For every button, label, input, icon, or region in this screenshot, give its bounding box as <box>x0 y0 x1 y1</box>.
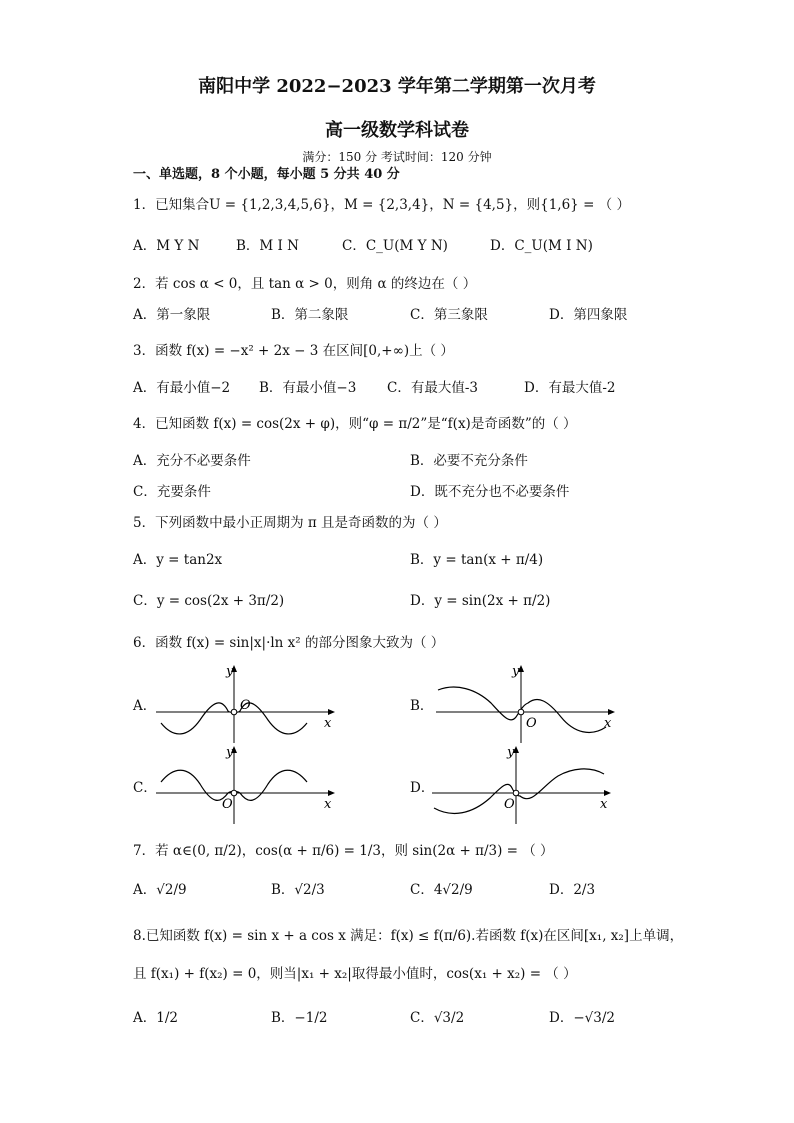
q5-stem: 5．下列函数中最小正周期为 π 且是奇函数的为（ ） <box>133 515 447 531</box>
q2-option-b[interactable]: B．第二象限 <box>271 307 349 323</box>
q2-option-d[interactable]: D．第四象限 <box>549 307 628 323</box>
exam-title: 南阳中学 2022−2023 学年第二学期第一次月考 <box>198 76 596 97</box>
q6-option-c[interactable]: C． <box>133 780 157 796</box>
q4-option-b[interactable]: B．必要不充分条件 <box>410 453 528 469</box>
q5-option-c[interactable]: C．y = cos(2x + 3π/2) <box>133 593 285 609</box>
q6-stem: 6．函数 f(x) = sin|x|·ln x² 的部分图象大致为（ ） <box>133 635 445 651</box>
q3-stem: 3．函数 f(x) = −x² + 2x − 3 在区间[0,+∞)上（ ） <box>133 343 454 359</box>
q7-option-d[interactable]: D．2/3 <box>549 882 596 898</box>
q5-option-b[interactable]: B．y = tan(x + π/4) <box>410 552 544 568</box>
q3-option-b[interactable]: B．有最小值−3 <box>259 380 357 396</box>
q5-option-d[interactable]: D．y = sin(2x + π/2) <box>410 593 551 609</box>
graph-d-origin-label: O <box>504 797 515 812</box>
q8-stem: 8.已知函数 f(x) = sin x + a cos x 满足：f(x) ≤ f(π/6).若函数 f(x)在区间[x₁, x₂]上单调， <box>133 928 684 944</box>
q6-option-d[interactable]: D． <box>410 780 435 796</box>
q1-option-c[interactable]: C．C_U(M Y N) <box>342 238 448 254</box>
q2-option-a[interactable]: A．第一象限 <box>133 307 211 323</box>
q4-option-a[interactable]: A．充分不必要条件 <box>133 453 251 469</box>
graph-a-origin-label: O <box>240 698 251 713</box>
graph-c-x-label: x <box>324 797 332 812</box>
section-heading: 一、单选题，8 个小题，每小题 5 分共 40 分 <box>133 167 400 182</box>
q8-option-a[interactable]: A．1/2 <box>133 1010 178 1026</box>
q8-option-c[interactable]: C．√3/2 <box>410 1010 465 1026</box>
q8-option-b[interactable]: B．−1/2 <box>271 1010 328 1026</box>
q4-option-c[interactable]: C．充要条件 <box>133 484 211 500</box>
q1-option-d[interactable]: D．C_U(M I N) <box>490 238 593 254</box>
q7-option-a[interactable]: A．√2/9 <box>133 882 187 898</box>
exam-subtitle: 高一级数学科试卷 <box>325 120 469 141</box>
graph-a-x-label: x <box>324 716 332 731</box>
graph-c[interactable] <box>156 746 336 826</box>
q3-option-d[interactable]: D．有最大值-2 <box>524 380 616 396</box>
graph-a-y-label: y <box>226 664 234 679</box>
graph-b-y-label: y <box>512 664 520 679</box>
q1-option-b[interactable]: B．M I N <box>236 238 299 254</box>
q3-option-a[interactable]: A．有最小值−2 <box>133 380 231 396</box>
graph-b-origin-label: O <box>526 716 537 731</box>
q2-stem: 2．若 cos α < 0，且 tan α > 0，则角 α 的终边在（ ） <box>133 276 477 292</box>
exam-meta: 满分：150 分 考试时间：120 分钟 <box>302 150 492 164</box>
q6-option-b[interactable]: B． <box>410 698 434 714</box>
q3-option-c[interactable]: C．有最大值-3 <box>387 380 478 396</box>
q1-stem: 1．已知集合U = {1,2,3,4,5,6}，M = {2,3,4}，N = {4,5}，则{1,6} = （ ） <box>133 197 630 213</box>
q8-option-d[interactable]: D．−√3/2 <box>549 1010 615 1026</box>
q6-option-a[interactable]: A． <box>133 698 157 714</box>
graph-d[interactable] <box>432 746 612 826</box>
graph-c-origin-label: O <box>222 797 233 812</box>
graph-c-y-label: y <box>226 745 234 760</box>
q4-stem: 4．已知函数 f(x) = cos(2x + φ)，则“φ = π/2”是“f(x)是奇函数”的（ ） <box>133 416 577 432</box>
q7-stem: 7．若 α∈(0, π/2)，cos(α + π/6) = 1/3，则 sin(2α + π/3) = （ ） <box>133 843 554 859</box>
graph-b[interactable] <box>436 665 616 745</box>
q5-option-a[interactable]: A．y = tan2x <box>133 552 223 568</box>
q4-option-d[interactable]: D．既不充分也不必要条件 <box>410 484 570 500</box>
graph-a[interactable] <box>156 665 336 745</box>
graph-b-x-label: x <box>604 716 612 731</box>
q1-option-a[interactable]: A．M Y N <box>133 238 200 254</box>
q7-option-c[interactable]: C．4√2/9 <box>410 882 473 898</box>
q2-option-c[interactable]: C．第三象限 <box>410 307 488 323</box>
q8-stem-continued: 且 f(x₁) + f(x₂) = 0，则当|x₁ + x₂|取得最小值时，cos(x₁ + x₂) = （ ） <box>133 966 577 982</box>
q7-option-b[interactable]: B．√2/3 <box>271 882 325 898</box>
graph-d-y-label: y <box>507 745 515 760</box>
graph-d-x-label: x <box>600 797 608 812</box>
